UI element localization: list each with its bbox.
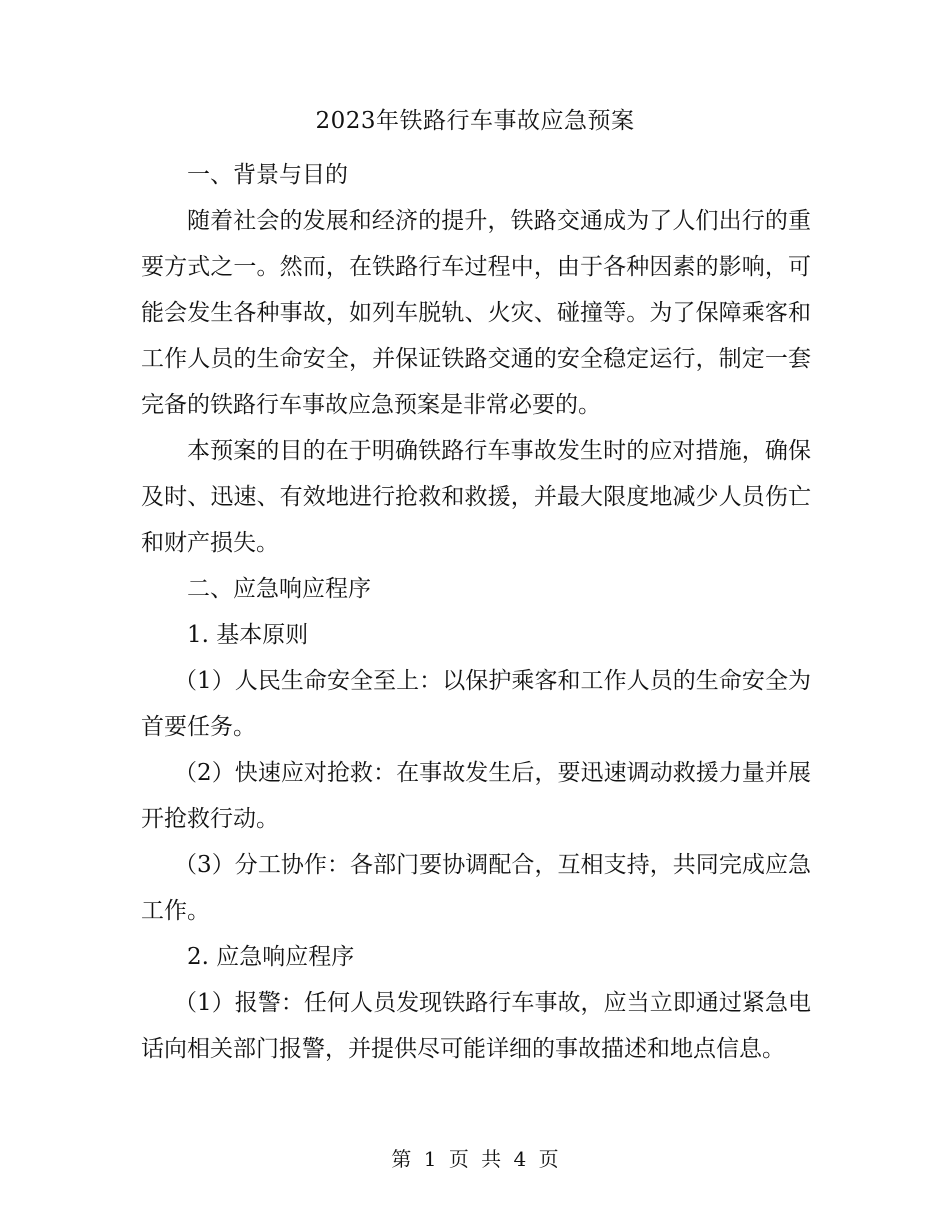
list-item-procedure-1: （1）报警：任何人员发现铁路行车事故，应当立即通过紧急电话向相关部门报警，并提供尽可能详细的事故描述和地点信息。: [141, 990, 811, 1062]
section-heading-response: 二、应急响应程序: [187, 576, 371, 602]
document-title: 2023年铁路行车事故应急预案: [315, 108, 635, 134]
page-number-footer: 第 1 页 共 4 页: [391, 1147, 559, 1171]
paragraph-purpose: 本预案的目的在于明确铁路行车事故发生时的应对措施，确保及时、迅速、有效地进行抢救和救援，并最大限度地减少人员伤亡和财产损失。: [141, 438, 811, 556]
list-item-principle-1: （1）人民生命安全至上：以保护乘客和工作人员的生命安全为首要任务。: [141, 668, 811, 740]
list-item-principle-3: （3）分工协作：各部门要协调配合，互相支持，共同完成应急工作。: [141, 852, 811, 924]
document-body: [141, 152, 811, 1072]
paragraph-background: 随着社会的发展和经济的提升，铁路交通成为了人们出行的重要方式之一。然而，在铁路行车过程中，由于各种因素的影响，可能会发生各种事故，如列车脱轨、火灾、碰撞等。为了保障乘客和工作人员的生命安全，并保证铁路交通的安全稳定运行，制定一套完备的铁路行车事故应急预案是非常必要的。: [141, 208, 811, 418]
section-heading-background: 一、背景与目的: [187, 162, 348, 188]
subheading-principles: 1. 基本原则: [187, 622, 309, 648]
subheading-procedure: 2. 应急响应程序: [187, 944, 355, 970]
list-item-principle-2: （2）快速应对抢救：在事故发生后，要迅速调动救援力量并展开抢救行动。: [141, 760, 811, 832]
